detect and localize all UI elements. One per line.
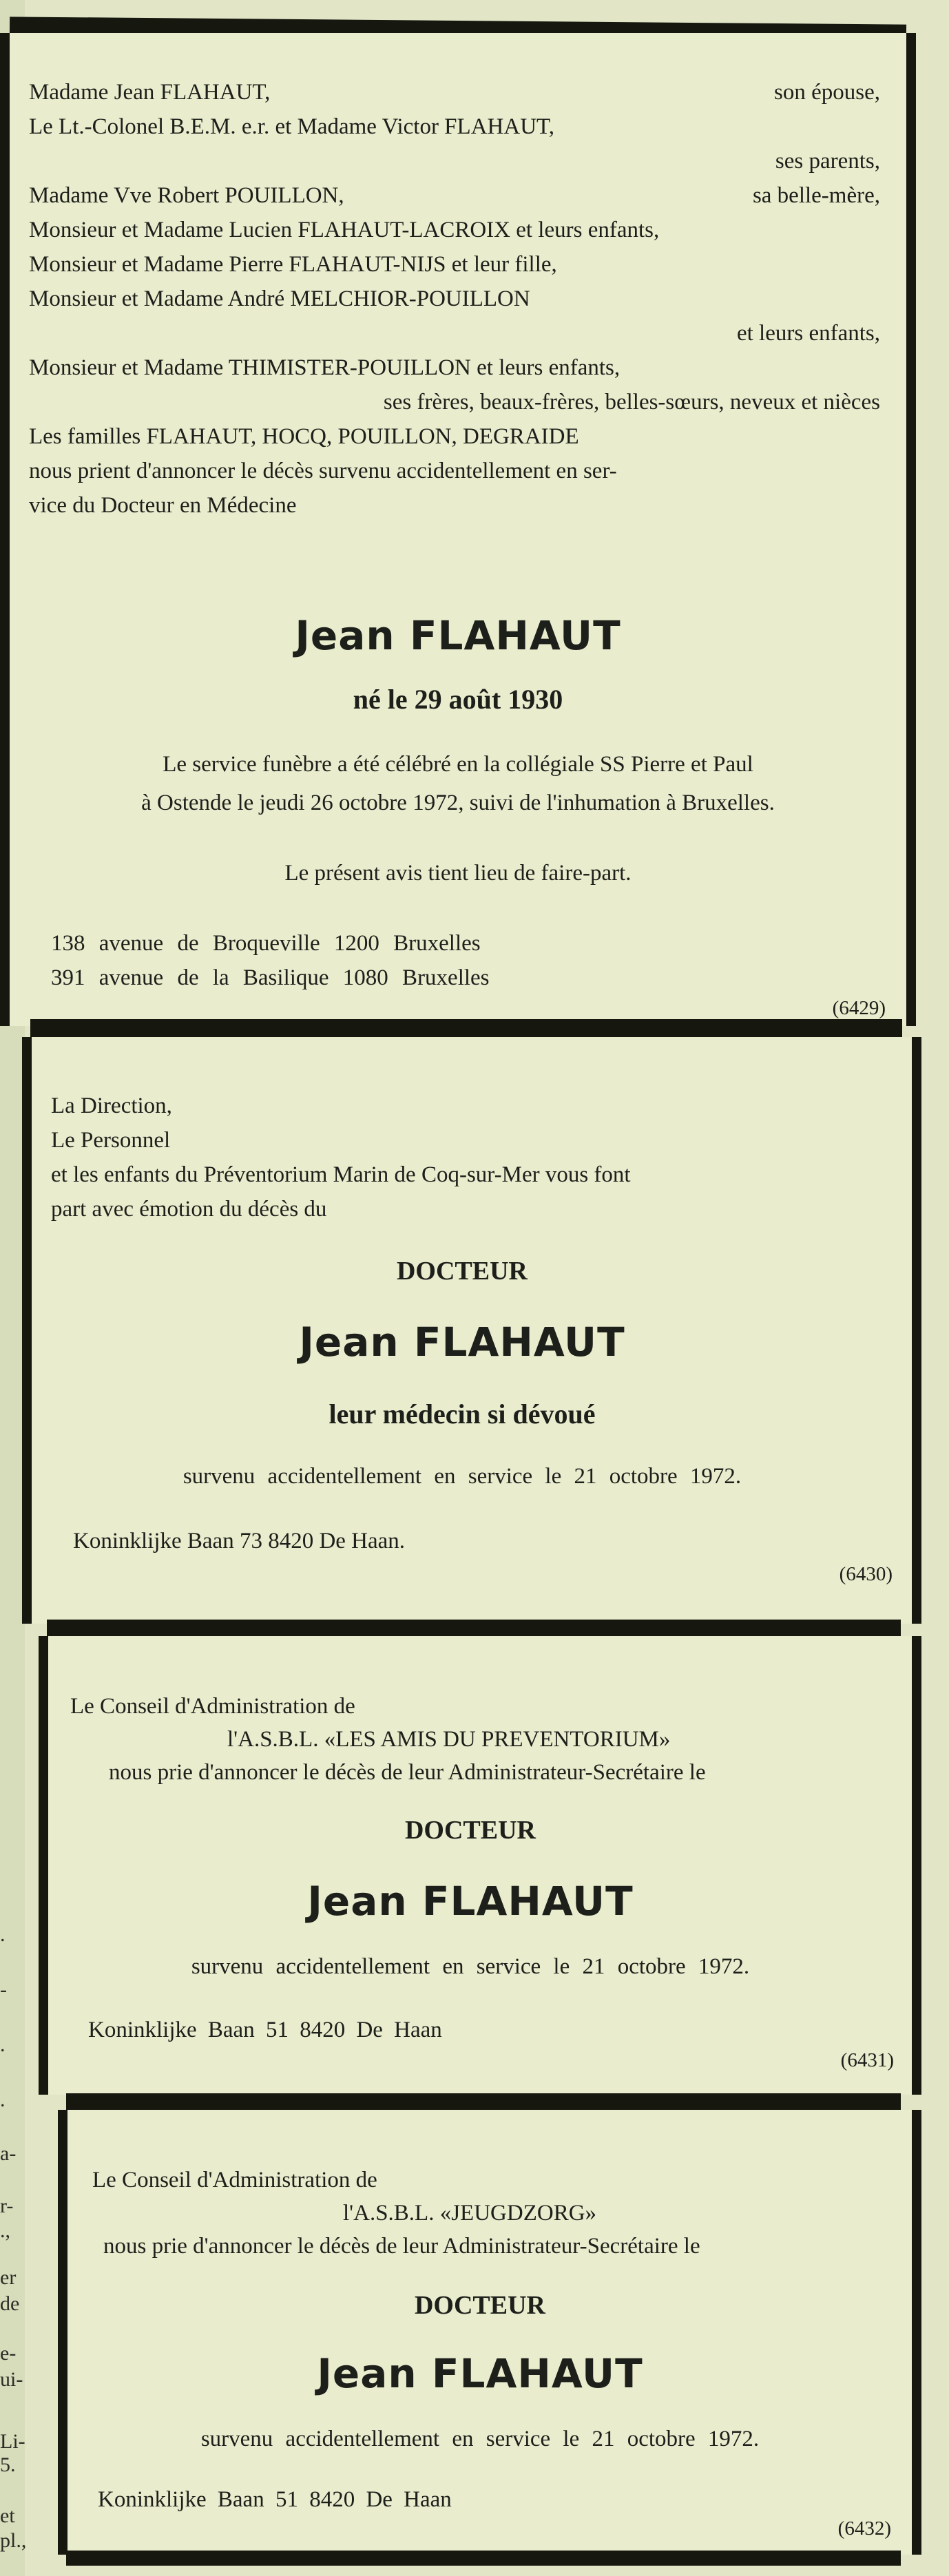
mourner-line [29, 251, 880, 278]
faire-part-notice: Le présent avis tient lieu de faire-part. [284, 861, 632, 886]
announcement-line: nous prie d'annoncer le décès de leur Administrateur-Secrétaire le [109, 1760, 706, 1785]
mourner-line [29, 216, 880, 244]
deceased-name: Jean FLAHAUT [295, 612, 621, 659]
margin-text-fragment: Li- [0, 2430, 25, 2453]
address-1: 138 avenue de Broqueville 1200 Bruxelles [51, 931, 481, 956]
mourner-line [29, 320, 880, 347]
mourner-relation: sa belle-mère, [752, 183, 880, 208]
docteur-title: DOCTEUR [396, 1257, 528, 1286]
mourner-name: Les familles FLAHAUT, HOCQ, POUILLON, DEGRAIDE [29, 424, 579, 449]
notice-4-bottom-rule [66, 2551, 901, 2566]
margin-text-fragment: - [0, 1978, 7, 2001]
margin-text-fragment: pl., [0, 2529, 27, 2552]
mourner-line [29, 285, 880, 313]
council-line: Le Conseil d'Administration de [92, 2168, 377, 2192]
mourner-relation: son épouse, [774, 80, 880, 105]
announcement-line: nous prie d'annoncer le décès de leur Administrateur-Secrétaire le [103, 2234, 700, 2259]
mourner-name: nous prient d'annoncer le décès survenu accidentellement en ser- [29, 459, 617, 483]
tribute-subtitle: leur médecin si dévoué [328, 1399, 596, 1430]
service-date-line: survenu accidentellement en service le 21 octobre 1972. [191, 1954, 750, 1979]
mourner-name: Le Lt.-Colonel B.E.M. e.r. et Madame Victor FLAHAUT, [29, 114, 554, 139]
margin-text-fragment: . [0, 2088, 6, 2111]
birth-date: né le 29 août 1930 [353, 684, 563, 715]
margin-text-fragment: 5. [0, 2453, 16, 2476]
notice-4 [58, 2110, 921, 2555]
address: Koninklijke Baan 73 8420 De Haan. [73, 1529, 406, 1553]
notice-4-top-rule [66, 2093, 901, 2111]
mourner-name: Monsieur et Madame THIMISTER-POUILLON et leurs enfants, [29, 355, 620, 380]
margin-text-fragment: ui- [0, 2368, 23, 2391]
notice-3 [39, 1636, 921, 2095]
mourner-name: Monsieur et Madame Lucien FLAHAUT-LACROIX et leurs enfants, [29, 218, 660, 242]
margin-text-fragment: . [0, 2033, 6, 2056]
funeral-service-line-1: Le service funèbre a été célébré en la collégiale SS Pierre et Paul [163, 752, 753, 777]
mourner-line [29, 113, 880, 140]
address: Koninklijke Baan 51 8420 De Haan [88, 2018, 442, 2042]
mourner-relation: ses parents, [775, 149, 880, 174]
mourner-line [29, 182, 880, 209]
margin-text-fragment: a- [0, 2142, 17, 2165]
notice-1 [0, 33, 916, 1026]
direction-line: La Direction, [51, 1093, 172, 1118]
mourner-line [29, 492, 880, 519]
mourner-line [29, 457, 880, 485]
personnel-line: Le Personnel [51, 1128, 171, 1153]
council-line: Le Conseil d'Administration de [70, 1694, 355, 1719]
docteur-title: DOCTEUR [404, 1816, 536, 1845]
margin-text-fragment: ., [0, 2219, 10, 2242]
margin-text-fragment: er [0, 2266, 17, 2289]
mourner-relation: et leurs enfants, [736, 321, 880, 346]
deceased-name: Jean FLAHAUT [307, 1878, 634, 1925]
preventorium-line: et les enfants du Préventorium Marin de Coq-sur-Mer vous font [51, 1162, 631, 1187]
mourner-line [29, 388, 880, 416]
mourner-line [29, 423, 880, 450]
mourner-name: vice du Docteur en Médecine [29, 493, 297, 518]
address-2: 391 avenue de la Basilique 1080 Bruxelles [51, 965, 490, 990]
notice-2 [22, 1037, 921, 1624]
mourner-name: Monsieur et Madame Pierre FLAHAUT-NIJS et leur fille, [29, 252, 557, 277]
service-date-line: survenu accidentellement en service le 21 octobre 1972. [182, 1464, 742, 1489]
reference-number: (6432) [837, 2517, 891, 2540]
mourner-line [29, 78, 880, 106]
margin-text-fragment: et [0, 2504, 15, 2527]
mourner-line [29, 147, 880, 175]
margin-text-fragment: e- [0, 2342, 17, 2365]
mourner-line [29, 354, 880, 381]
docteur-title: DOCTEUR [414, 2291, 546, 2320]
mourner-name: Monsieur et Madame André MELCHIOR-POUILLON [29, 286, 530, 311]
margin-text-fragment: . [0, 1923, 6, 1946]
address: Koninklijke Baan 51 8420 De Haan [98, 2487, 452, 2512]
asbl-line: l'A.S.B.L. «JEUGDZORG» [343, 2201, 597, 2226]
asbl-line: l'A.S.B.L. «LES AMIS DU PREVENTORIUM» [227, 1727, 671, 1752]
funeral-service-line-2: à Ostende le jeudi 26 octobre 1972, suivi de l'inhumation à Bruxelles. [141, 790, 775, 815]
deceased-name: Jean FLAHAUT [299, 1319, 625, 1365]
notice-3-top-rule [47, 1620, 901, 1637]
reference-number: (6429) [832, 997, 886, 1019]
mourner-name: Madame Jean FLAHAUT, [29, 80, 271, 105]
reference-number: (6430) [839, 1563, 893, 1585]
margin-text-fragment: de [0, 2292, 20, 2315]
announcement-line: part avec émotion du décès du [51, 1197, 327, 1222]
mourner-name: Madame Vve Robert POUILLON, [29, 183, 344, 208]
service-date-line: survenu accidentellement en service le 21 octobre 1972. [200, 2427, 760, 2451]
margin-text-fragment: r- [0, 2195, 14, 2217]
deceased-name: Jean FLAHAUT [317, 2350, 643, 2397]
notice-2-top-rule [30, 1019, 902, 1037]
mourner-relation: ses frères, beaux-frères, belles-sœurs, neveux et nièces [383, 390, 880, 415]
reference-number: (6431) [840, 2049, 894, 2071]
